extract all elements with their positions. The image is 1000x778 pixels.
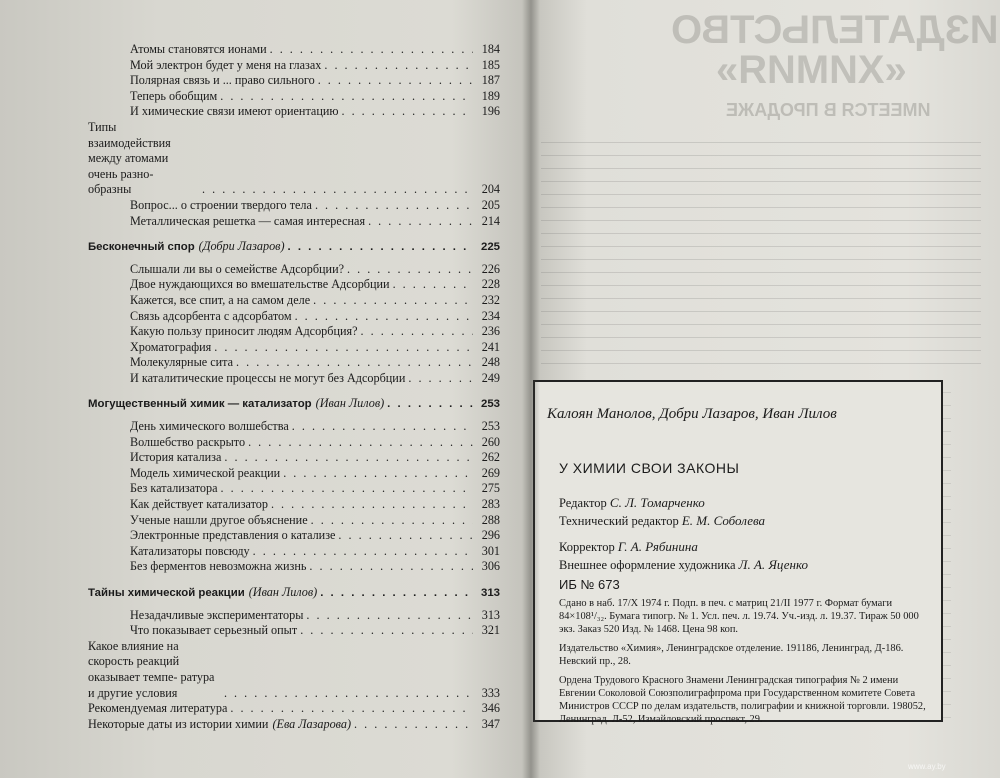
toc-entry-title: И химические связи имеют ориентацию xyxy=(130,104,339,119)
toc-section xyxy=(88,585,500,602)
toc-entry-title: Слышали ли вы о семействе Адсорбции? xyxy=(130,261,344,276)
toc-entry xyxy=(88,497,500,513)
toc-entry-title: Какую пользу приносит людям Адсорбция? xyxy=(130,324,358,339)
toc-page-number: 288 xyxy=(481,512,500,527)
toc-page-number: 241 xyxy=(481,339,500,354)
toc-leader-dots xyxy=(295,309,473,325)
toc-entry xyxy=(88,623,500,639)
toc-leader-dots xyxy=(368,214,473,230)
toc-entry-title: История катализа xyxy=(130,450,222,465)
toc-entry-title: Кажется, все спит, а на самом деле xyxy=(130,292,311,307)
book-gutter xyxy=(522,0,540,778)
right-page xyxy=(531,0,1000,778)
toc-leader-dots xyxy=(224,450,473,466)
toc-page-number: 248 xyxy=(481,355,500,370)
colophon-ib-number: ИБ № 673 xyxy=(559,577,620,592)
showthrough-publisher: ИЗДАТЕЛЬСТВО xyxy=(671,8,999,52)
toc-leader-dots xyxy=(248,435,473,451)
toc-page-number: 214 xyxy=(481,213,500,228)
toc-entry xyxy=(88,293,500,309)
toc-entry-title: Тайны химической реакции xyxy=(88,587,245,599)
toc-leader-dots xyxy=(292,419,473,435)
site-watermark: www.ay.by xyxy=(908,762,946,771)
toc-entry-title: Хроматография xyxy=(130,339,212,354)
toc-leader-dots xyxy=(309,559,473,575)
colophon-box xyxy=(533,380,943,725)
toc-entry xyxy=(88,717,500,733)
toc-page-number: 260 xyxy=(481,434,500,449)
toc-leader-dots xyxy=(324,58,473,74)
toc-page-number: 187 xyxy=(481,73,500,88)
credit-line: Технический редактор Е. М. Соболева xyxy=(559,513,766,528)
toc-entry-title: Типы взаимодействия между атомами очень разно- образны xyxy=(88,119,171,197)
toc-page-number: 226 xyxy=(481,261,500,276)
toc-leader-dots xyxy=(338,528,473,544)
toc-leader-dots xyxy=(300,623,473,639)
toc-entry-title: Могущественный химик — катализатор xyxy=(88,398,312,411)
toc-page-number: 313 xyxy=(481,607,500,622)
toc-entry xyxy=(88,419,500,435)
toc-entry xyxy=(88,544,500,560)
toc-page-number: 184 xyxy=(481,42,500,56)
toc-page-number: 189 xyxy=(481,88,500,103)
toc-entry-title: Мой электрон будет у меня на глазах xyxy=(130,57,322,72)
toc-leader-dots xyxy=(313,293,473,309)
toc-leader-dots xyxy=(236,355,473,371)
toc-entry-author: (Добри Лазаров) xyxy=(198,239,285,254)
toc-leader-dots xyxy=(408,371,473,387)
toc-entry xyxy=(88,466,500,482)
imprint-printer: Ордена Трудового Красного Знамени Ленинградская типография № 2 имени Евгении Соколовой Союзполиграфпрома при Государственном комитете Совета Министров СССР по делам издательств, полиграфии и книжной торговли. 198052, Ленинград. Л-52, Измайловский проспект, 29. xyxy=(559,675,926,725)
toc-page-number: 301 xyxy=(481,543,500,558)
toc-entry-title: Без катализатора xyxy=(130,481,218,496)
toc-entry-title: Рекомендуемая литература xyxy=(88,701,228,716)
toc-entry xyxy=(88,277,500,293)
toc-leader-dots xyxy=(202,182,473,198)
toc-leader-dots xyxy=(347,262,473,278)
toc-entry xyxy=(88,528,500,544)
toc-entry-title: Катализаторы повсюду xyxy=(130,543,250,558)
toc-entry-author: (Ева Лазарова) xyxy=(272,716,352,731)
toc-entry-title: Электронные представления о катализе xyxy=(130,528,336,543)
table-of-contents xyxy=(88,42,500,732)
toc-leader-dots xyxy=(224,686,473,702)
toc-entry xyxy=(88,355,500,371)
toc-page-number: 185 xyxy=(481,57,500,72)
colophon-imprint xyxy=(559,597,931,732)
showthrough-notice: ИМЕЕТСЯ В ПРОДАЖЕ xyxy=(726,100,931,120)
toc-leader-dots xyxy=(306,608,473,624)
toc-entry xyxy=(88,104,500,120)
toc-page-number: 204 xyxy=(481,182,500,197)
toc-leader-dots xyxy=(221,481,473,497)
toc-entry xyxy=(88,89,500,105)
toc-entry xyxy=(88,42,500,58)
toc-leader-dots xyxy=(315,198,473,214)
toc-entry-title: Молекулярные сита xyxy=(130,355,234,370)
toc-entry xyxy=(88,324,500,340)
toc-leader-dots xyxy=(354,717,473,733)
toc-page-number: 333 xyxy=(481,685,500,700)
toc-entry xyxy=(88,513,500,529)
toc-leader-dots xyxy=(320,586,473,602)
toc-entry xyxy=(88,608,500,624)
credit-line: Редактор С. Л. Томарченко xyxy=(559,495,705,510)
toc-leader-dots xyxy=(341,104,473,120)
toc-entry-title: Что показывает серьезный опыт xyxy=(130,623,298,638)
toc-leader-dots xyxy=(361,324,473,340)
toc-leader-dots xyxy=(214,340,473,356)
toc-entry-title: Модель химической реакции xyxy=(130,465,281,480)
toc-entry-title: Как действует катализатор xyxy=(130,497,268,512)
toc-entry-title: День химического волшебства xyxy=(130,419,289,434)
toc-entry-title: Без ферментов невозможна жизнь xyxy=(130,559,307,574)
toc-page-number: 225 xyxy=(480,241,500,254)
toc-entry-title: Некоторые даты из истории химии xyxy=(88,716,269,731)
toc-leader-dots xyxy=(283,466,473,482)
toc-leader-dots xyxy=(311,513,473,529)
toc-leader-dots xyxy=(318,73,473,89)
toc-page-number: 249 xyxy=(481,370,500,385)
toc-entry-title: Полярная связь и ... право сильного xyxy=(130,73,315,88)
toc-page-number: 205 xyxy=(481,197,500,212)
toc-section xyxy=(88,239,500,256)
toc-entry xyxy=(88,58,500,74)
credit-line: Корректор Г. А. Рябинина xyxy=(559,539,698,554)
toc-page-number: 234 xyxy=(481,308,500,323)
toc-entry-title: Атомы становятся ионами xyxy=(130,42,267,56)
toc-entry-title: Волшебство раскрыто xyxy=(130,434,246,449)
showthrough-text-block xyxy=(541,135,981,375)
toc-entry xyxy=(88,450,500,466)
toc-page-number: 253 xyxy=(480,398,500,411)
toc-section xyxy=(88,396,500,413)
toc-leader-dots xyxy=(220,89,473,105)
toc-page-number: 232 xyxy=(481,292,500,307)
toc-entry-title: Ученые нашли другое объяснение xyxy=(130,512,308,527)
toc-entry xyxy=(88,340,500,356)
toc-page-number: 275 xyxy=(481,481,500,496)
toc-page-number: 236 xyxy=(481,324,500,339)
toc-entry-title: Какое влияние на скорость реакций оказывает темпе- ратура и другие условия xyxy=(88,638,215,700)
toc-entry xyxy=(88,435,500,451)
toc-leader-dots xyxy=(253,544,473,560)
toc-leader-dots xyxy=(271,497,473,513)
toc-entry xyxy=(88,262,500,278)
toc-page-number: 253 xyxy=(481,419,500,434)
toc-leader-dots xyxy=(387,397,473,413)
toc-page-number: 262 xyxy=(481,450,500,465)
showthrough-name: «ХИМИЯ» xyxy=(716,48,907,92)
toc-page-number: 228 xyxy=(481,277,500,292)
toc-leader-dots xyxy=(230,701,473,717)
toc-entry-title: Двое нуждающихся во вмешательстве Адсорбции xyxy=(130,277,390,292)
toc-leader-dots xyxy=(393,277,473,293)
toc-page-number: 296 xyxy=(481,528,500,543)
toc-entry-title: Металлическая решетка — самая интересная xyxy=(130,213,366,228)
imprint-print-data: Сдано в наб. 17/X 1974 г. Подп. в печ. с матриц 21/II 1977 г. Формат бумаги 84×108¹/₃₂. Бумага типогр. № 1. Усл. печ. л. 19.74. Уч.-изд. л. 19.37. Тираж 50 000 экз. Заказ 520 Изд. № 1468. Цена 98 коп. xyxy=(559,598,919,635)
toc-page-number: 313 xyxy=(480,587,500,599)
toc-page-number: 269 xyxy=(481,465,500,480)
toc-entry xyxy=(88,559,500,575)
colophon-credits xyxy=(559,494,929,574)
toc-leader-dots xyxy=(288,240,473,256)
colophon-authors: Калоян Манолов, Добри Лазаров, Иван Лилов xyxy=(547,406,837,422)
toc-page-number: 346 xyxy=(481,701,500,716)
toc-entry-title: Незадачливые экспериментаторы xyxy=(130,607,304,622)
colophon-book-title: У ХИМИИ СВОИ ЗАКОНЫ xyxy=(559,460,740,476)
toc-entry xyxy=(88,214,500,230)
imprint-publisher: Издательство «Химия», Ленинградское отделение. 191186, Ленинград, Д-186. Невский пр., 28. xyxy=(559,643,904,667)
toc-entry-title: Вопрос... о строении твердого тела xyxy=(130,197,312,212)
toc-entry-author: (Иван Лилов) xyxy=(248,585,318,599)
toc-entry-author: (Иван Лилов) xyxy=(315,396,385,411)
toc-page-number: 283 xyxy=(481,497,500,512)
toc-page-number: 347 xyxy=(481,716,500,731)
credit-line: Внешнее оформление художника Л. А. Яценко xyxy=(559,557,809,572)
toc-entry xyxy=(88,481,500,497)
toc-entry xyxy=(88,73,500,89)
toc-entry-title: Бесконечный спор xyxy=(88,241,195,254)
toc-page-number: 196 xyxy=(481,104,500,119)
toc-entry-title: Теперь обобщим xyxy=(130,88,218,103)
toc-page-number: 306 xyxy=(481,559,500,574)
toc-page-number: 321 xyxy=(481,623,500,638)
toc-entry xyxy=(88,309,500,325)
toc-entry xyxy=(88,371,500,387)
toc-entry-title: И каталитические процессы не могут без Адсорбции xyxy=(130,370,406,385)
toc-leader-dots xyxy=(270,42,473,58)
toc-entry xyxy=(88,639,500,701)
toc-entry xyxy=(88,198,500,214)
toc-entry xyxy=(88,701,500,717)
toc-entry xyxy=(88,120,500,198)
toc-entry-title: Связь адсорбента с адсорбатом xyxy=(130,308,292,323)
